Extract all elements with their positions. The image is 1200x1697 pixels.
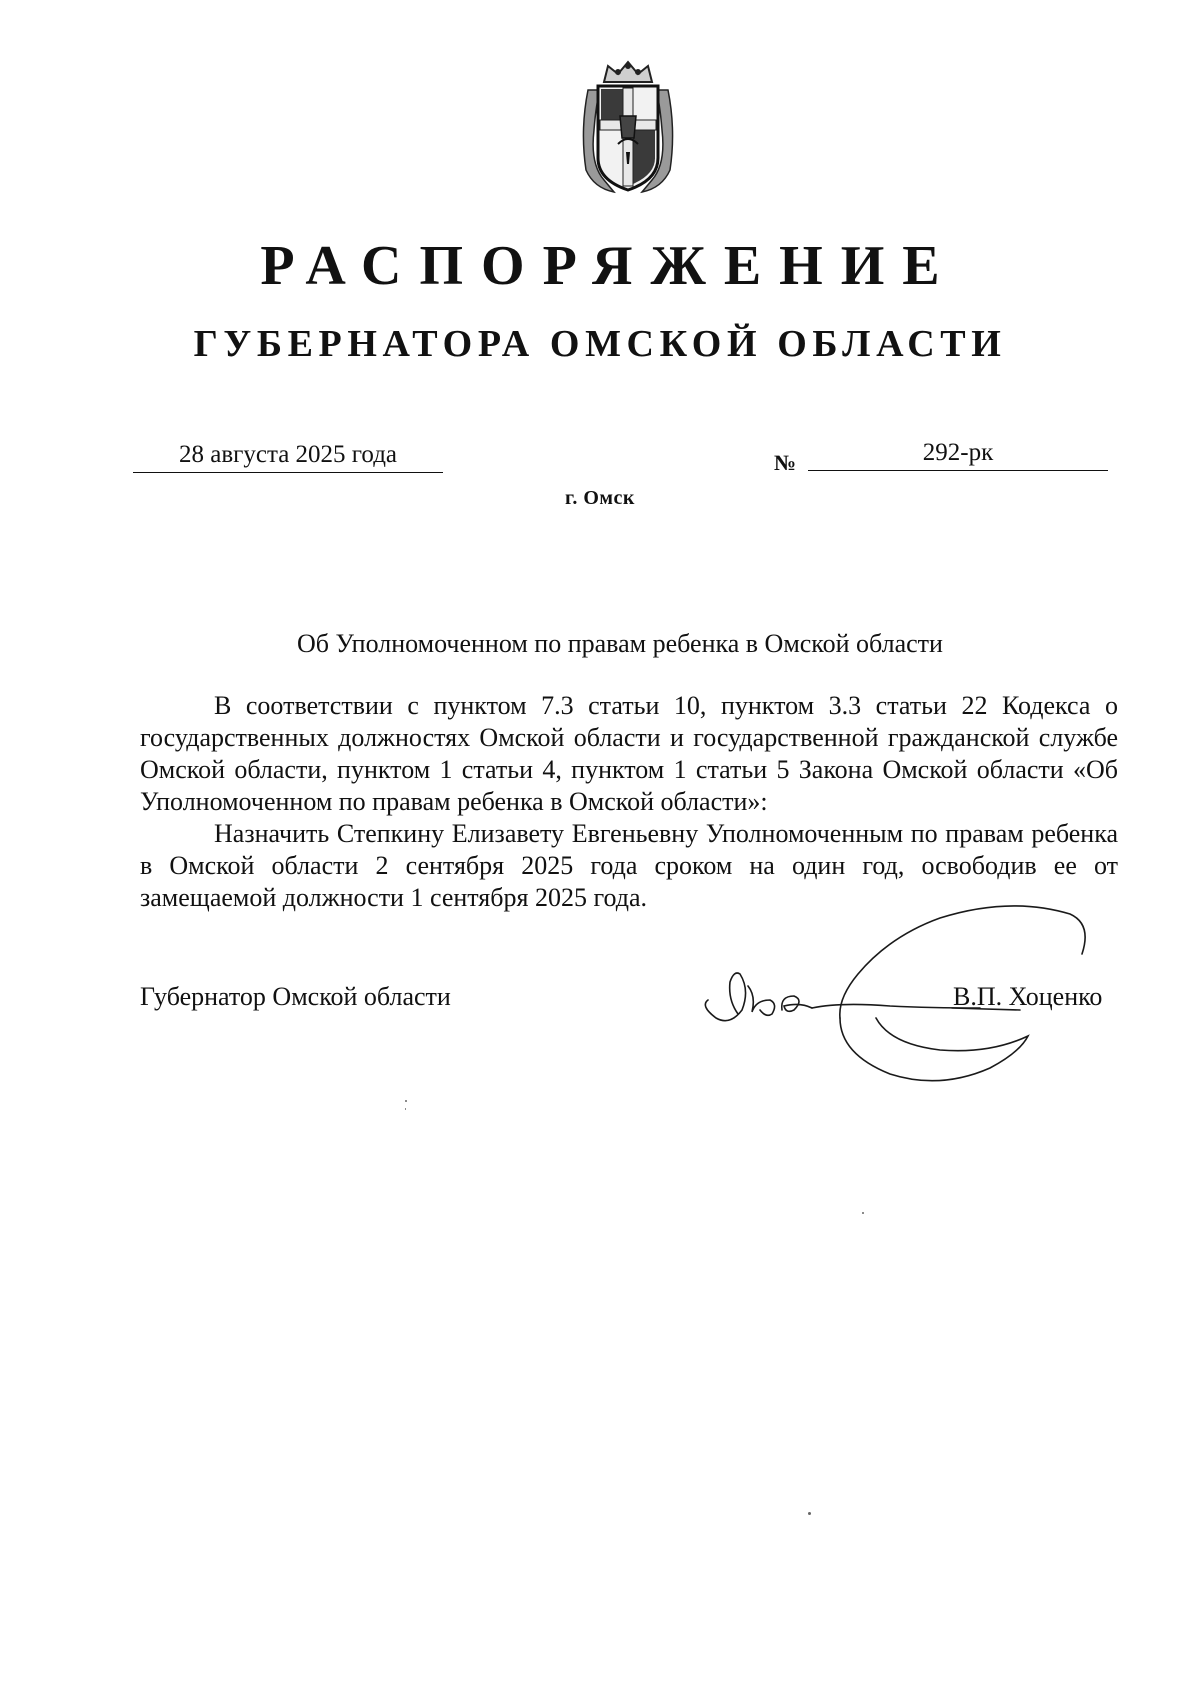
scan-speck xyxy=(808,1512,811,1515)
body-paragraph: Назначить Степкину Елизавету Евгеньевну Уполномоченным по правам ребенка в Омской области 2 сентября 2025 года сроком на один год, освободив ее от замещаемой должности 1 сентября 2025 года. xyxy=(140,819,1118,912)
document-title: РАСПОРЯЖЕНИЕ xyxy=(260,235,958,297)
handwritten-signature-icon xyxy=(690,878,1120,1088)
document-subject: Об Уполномоченном по правам ребенка в Омской области xyxy=(297,629,943,658)
document-number: 292-рк xyxy=(808,436,1108,471)
scan-speck xyxy=(405,1108,406,1110)
coat-of-arms-icon xyxy=(574,60,682,198)
document-number-label: № xyxy=(774,450,797,475)
signatory-name: В.П. Хоценко xyxy=(953,982,1103,1011)
scan-speck xyxy=(405,1100,407,1102)
signatory-position: Губернатор Омской области xyxy=(140,982,451,1011)
scan-speck xyxy=(862,1212,864,1214)
document-city: г. Омск xyxy=(565,487,635,509)
body-paragraph: В соответствии с пунктом 7.3 статьи 10, пунктом 3.3 статьи 22 Кодекса о государственных должностях Омской области и государственной гражданской службе Омской области, пунктом 1 статьи 4, пунктом 1 статьи 5 Закона Омской области «Об Уполномоченном по правам ребенка в Омской области»: xyxy=(140,691,1118,816)
document-subtitle: ГУБЕРНАТОРА ОМСКОЙ ОБЛАСТИ xyxy=(193,323,1007,365)
document-date: 28 августа 2025 года xyxy=(133,438,443,473)
